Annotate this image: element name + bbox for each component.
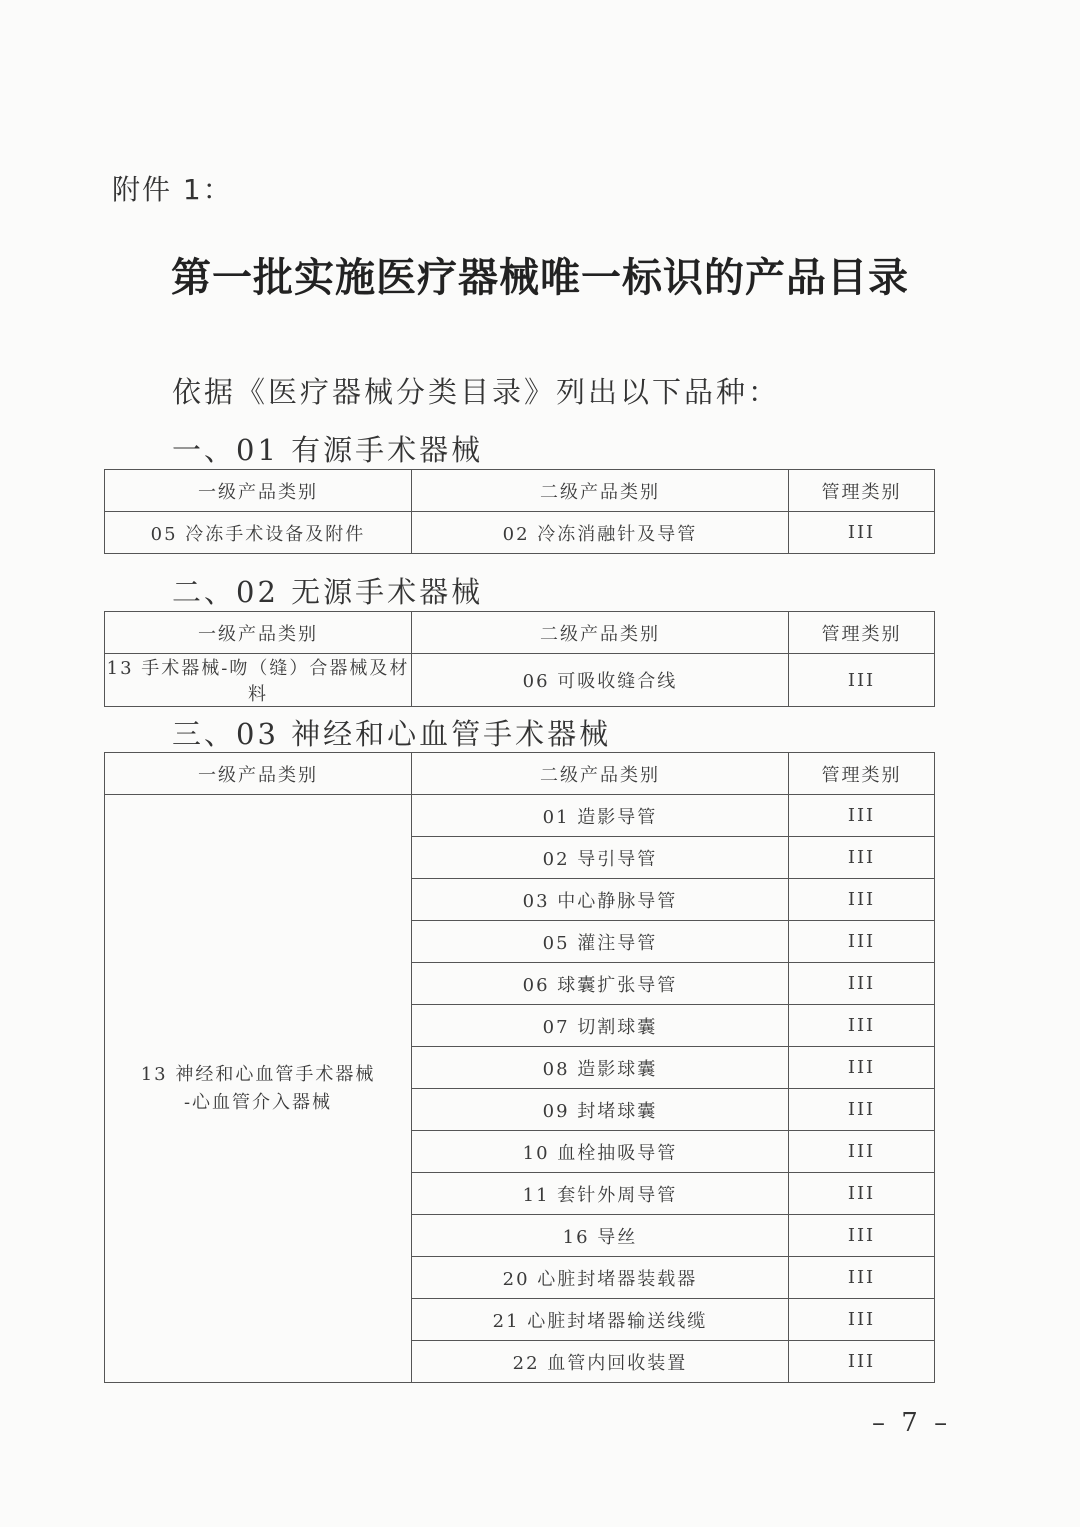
level1-cell: 13 手术器械-吻（缝）合器械及材料 — [105, 654, 412, 707]
level1-cell: 05 冷冻手术设备及附件 — [105, 512, 412, 554]
attachment-label: 附件 1： — [112, 173, 233, 206]
class-cell: III — [789, 795, 935, 837]
table-header-row — [105, 753, 935, 795]
class-cell: III — [789, 879, 935, 921]
class-cell: III — [789, 1215, 935, 1257]
level2-cell: 07 切割球囊 — [412, 1005, 789, 1047]
header-class: 管理类别 — [789, 470, 935, 512]
level2-cell: 10 血栓抽吸导管 — [412, 1131, 789, 1173]
header-level2: 二级产品类别 — [412, 753, 789, 795]
header-class: 管理类别 — [789, 612, 935, 654]
page-number: – 7 – — [872, 1408, 952, 1438]
level2-cell: 02 冷冻消融针及导管 — [412, 512, 789, 554]
level2-cell: 02 导引导管 — [412, 837, 789, 879]
level1-line-1: 13 神经和心血管手术器械 — [140, 1063, 376, 1085]
class-cell: III — [789, 1005, 935, 1047]
table-section-3 — [104, 752, 935, 1383]
header-level2: 二级产品类别 — [412, 470, 789, 512]
class-cell: III — [789, 1257, 935, 1299]
level2-cell: 21 心脏封堵器输送线缆 — [412, 1299, 789, 1341]
section-heading-1: 一、01 有源手术器械 — [172, 433, 484, 467]
header-level1: 一级产品类别 — [105, 753, 412, 795]
table-row — [105, 512, 935, 554]
section-heading-2: 二、02 无源手术器械 — [172, 575, 484, 609]
level2-cell: 06 可吸收缝合线 — [412, 654, 789, 707]
class-cell: III — [789, 921, 935, 963]
class-cell: III — [789, 1173, 935, 1215]
level1-merged-cell — [105, 795, 412, 1383]
header-level1: 一级产品类别 — [105, 470, 412, 512]
class-cell: III — [789, 1341, 935, 1383]
section-heading-3: 三、03 神经和心血管手术器械 — [172, 717, 612, 751]
level2-cell: 09 封堵球囊 — [412, 1089, 789, 1131]
class-cell: III — [789, 1299, 935, 1341]
intro-text: 依据《医疗器械分类目录》列出以下品种： — [172, 375, 781, 409]
level2-cell: 11 套针外周导管 — [412, 1173, 789, 1215]
level2-cell: 08 造影球囊 — [412, 1047, 789, 1089]
header-level1: 一级产品类别 — [105, 612, 412, 654]
table-row — [105, 795, 935, 837]
class-cell: III — [789, 1089, 935, 1131]
class-cell: III — [789, 512, 935, 554]
table-section-2 — [104, 611, 935, 707]
class-cell: III — [789, 963, 935, 1005]
class-cell: III — [789, 837, 935, 879]
class-cell: III — [789, 1131, 935, 1173]
level2-cell: 05 灌注导管 — [412, 921, 789, 963]
level2-cell: 01 造影导管 — [412, 795, 789, 837]
table-section-1 — [104, 469, 935, 554]
class-cell: III — [789, 654, 935, 707]
level2-cell: 03 中心静脉导管 — [412, 879, 789, 921]
document-title: 第一批实施医疗器械唯一标识的产品目录 — [171, 254, 909, 301]
level2-cell: 06 球囊扩张导管 — [412, 963, 789, 1005]
level2-cell: 16 导丝 — [412, 1215, 789, 1257]
table-header-row — [105, 470, 935, 512]
level2-cell: 22 血管内回收装置 — [412, 1341, 789, 1383]
level2-cell: 20 心脏封堵器装载器 — [412, 1257, 789, 1299]
level1-line-2: -心血管介入器械 — [183, 1091, 333, 1113]
table-header-row — [105, 612, 935, 654]
header-class: 管理类别 — [789, 753, 935, 795]
table-row — [105, 654, 935, 707]
class-cell: III — [789, 1047, 935, 1089]
header-level2: 二级产品类别 — [412, 612, 789, 654]
